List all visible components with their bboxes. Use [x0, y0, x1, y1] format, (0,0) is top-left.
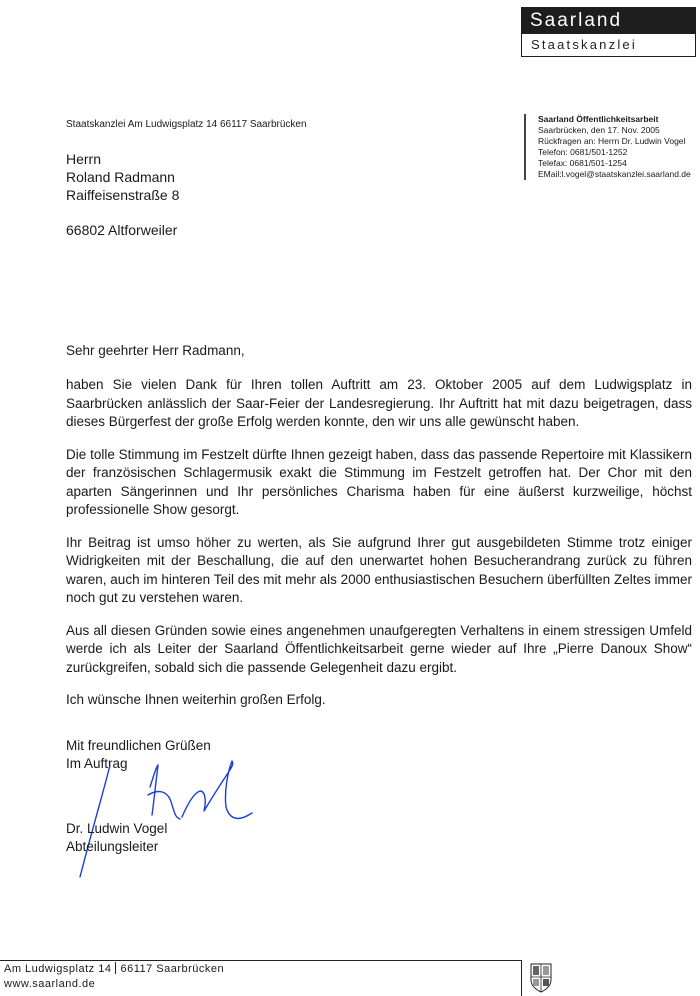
footer-website: www.saarland.de — [4, 978, 96, 990]
contact-fax: Telefax: 0681/501-1254 — [538, 158, 627, 168]
contact-email: EMail:l.vogel@staatskanzlei.saarland.de — [538, 169, 691, 179]
sender-return-address: Staatskanzlei Am Ludwigsplatz 14 66117 Saarbrücken — [66, 119, 307, 130]
signer-name: Dr. Ludwin Vogel — [66, 821, 168, 836]
salutation: Sehr geehrter Herr Radmann, — [66, 343, 245, 358]
recipient-name: Roland Radmann — [66, 169, 175, 185]
contact-phone: Telefon: 0681/501-1252 — [538, 147, 628, 157]
contact-office: Saarland Öffentlichkeitsarbeit — [538, 114, 659, 124]
saarland-logo — [521, 7, 696, 57]
logo-name: Saarland — [521, 7, 696, 34]
recipient-address — [66, 150, 179, 239]
footer-city: 66117 Saarbrücken — [120, 963, 225, 975]
letter-body — [66, 376, 692, 724]
closing-greeting: Mit freundlichen Grüßen — [66, 738, 211, 753]
closing — [66, 737, 211, 773]
footer-street: Am Ludwigsplatz 14 — [4, 963, 112, 975]
recipient-title: Herrn — [66, 151, 102, 167]
paragraph: Ich wünsche Ihnen weiterhin großen Erfolg. — [66, 692, 326, 707]
coat-of-arms-icon — [528, 962, 554, 994]
paragraph: Ihr Beitrag ist umso höher zu werten, als Sie aufgrund Ihrer gut ausgebildeten Stimme trotz einiger Widrigkeiten mit der Beschallung, die auf den unerwartet hohen Besucherandrang zurück zu führen waren, auch im hinteren Teil des mit mehr als 2000 enthusiastischen Besuchern überfüllten Zeltes immer noch gut zu verstehen waren. — [66, 534, 692, 605]
contact-inquiries: Rückfragen an: Herrn Dr. Ludwin Vogel — [538, 136, 686, 146]
recipient-street: Raiffeisenstraße 8 — [66, 187, 180, 203]
footer-vertical-divider — [521, 960, 522, 996]
contact-block — [524, 114, 700, 180]
footer-address — [4, 962, 224, 975]
logo-department: Staatskanzlei — [521, 34, 696, 57]
closing-on-behalf: Im Auftrag — [66, 756, 128, 771]
footer-separator — [115, 962, 116, 974]
signer — [66, 820, 167, 856]
footer-divider — [0, 960, 521, 961]
recipient-zip-city: 66802 Altforweiler — [66, 222, 178, 238]
signer-role: Abteilungsleiter — [66, 839, 159, 854]
letter-date: Saarbrücken, den 17. Nov. 2005 — [538, 125, 660, 135]
paragraph: Die tolle Stimmung im Festzelt dürfte Ihnen gezeigt haben, dass das passende Repertoire mit Klassikern der französischen Schlagermusik exakt die Stimmung im Festzelt getroffen hat. Der Chor mit den aparten Sängerinnen und Ihr persönliches Charisma haben für eine äußerst kurzweilige, höchst professionelle Show gesorgt. — [66, 446, 692, 517]
paragraph: Aus all diesen Gründen sowie eines angenehmen unaufgeregten Verhaltens in einem stressigen Umfeld werde ich als Leiter der Saarland Öffentlichkeitsarbeit gerne wieder auf Ihre „Pierre Danoux Show“ zurückgreifen, sobald sich die passende Gelegenheit dazu ergibt. — [66, 622, 692, 675]
paragraph: haben Sie vielen Dank für Ihren tollen Auftritt am 23. Oktober 2005 auf dem Ludwigsplatz in Saarbrücken anlässlich der Saar-Feier der Landesregierung. Ihr Auftritt hat mit dazu beigetragen, dass dieses Bürgerfest der große Erfolg werden konnte, den wir uns alle gewünscht haben. — [66, 377, 692, 429]
